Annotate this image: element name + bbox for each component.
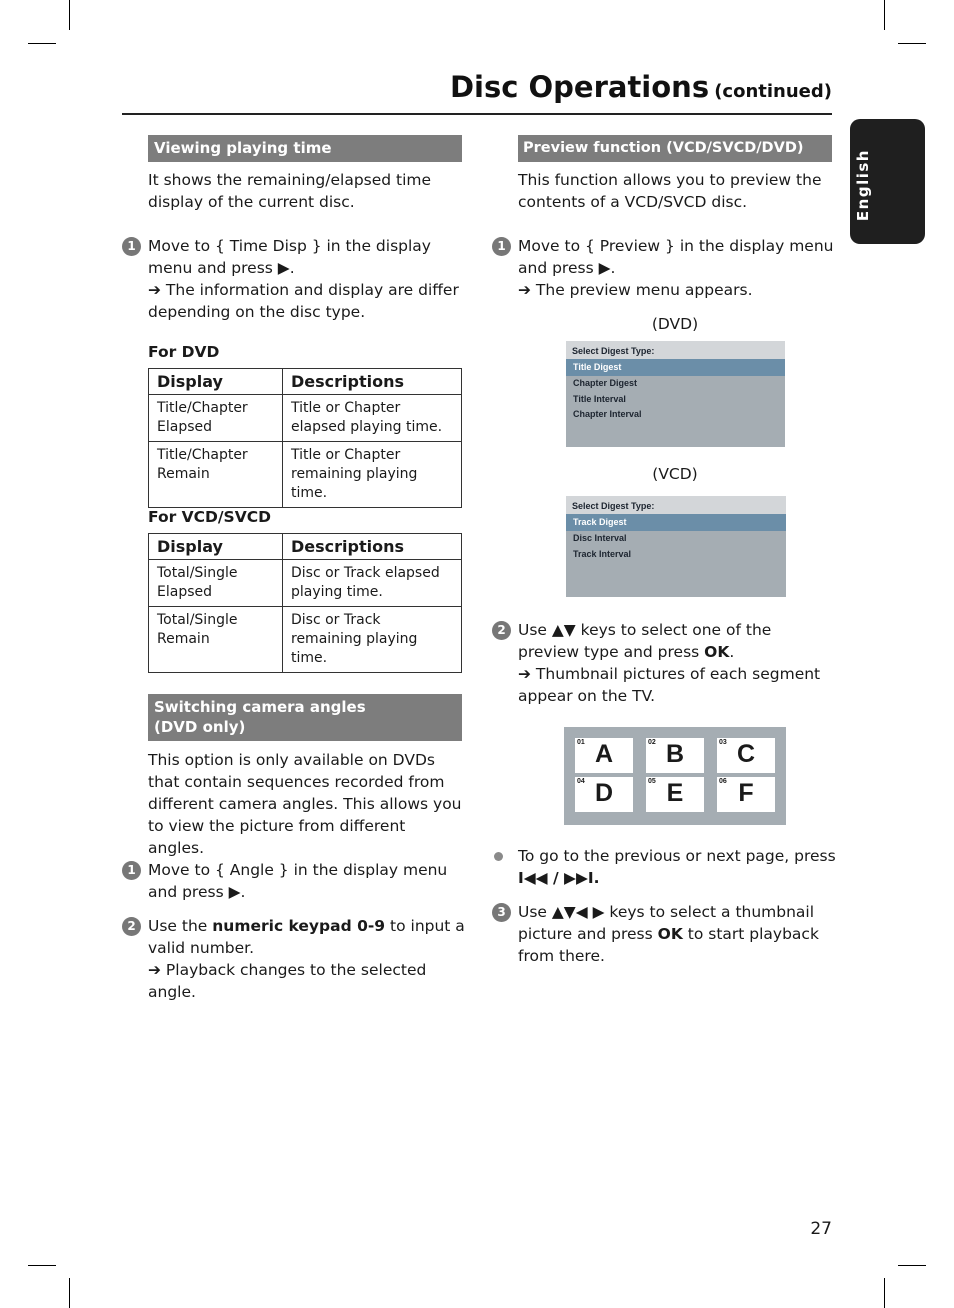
thumbnail-letter: A	[594, 740, 614, 768]
step-number: 1	[492, 237, 511, 256]
vcd-menu-label: (VCD)	[652, 465, 698, 483]
digest-menu-item[interactable]: Track Digest	[566, 514, 786, 531]
language-tab-label: English	[854, 149, 872, 222]
thumbnail-letter: B	[665, 740, 685, 768]
dvd-display-table	[148, 368, 462, 508]
thumbnail-grid	[564, 727, 786, 825]
section-heading-camera-angles	[148, 694, 462, 741]
digest-menu-item[interactable]: Title Interval	[573, 393, 626, 404]
camera-angles-heading-line2: (DVD only)	[154, 718, 246, 736]
crop-mark	[884, 1278, 885, 1308]
preview-step2-post: .	[729, 643, 735, 661]
step-number: 3	[492, 903, 511, 922]
table-cell-description: Disc or Track remaining playing time.	[283, 607, 462, 673]
table-cell-description: Title or Chapter elapsed playing time.	[283, 395, 462, 442]
crop-mark	[884, 0, 885, 30]
viewing-step1-text: Move to { Time Disp } in the display menu and press ▶.	[148, 237, 431, 277]
preview-step3-post: to start playback from there.	[518, 925, 819, 965]
for-vcd-heading: For VCD/SVCD	[148, 508, 271, 526]
preview-step1-result: ➔ The preview menu appears.	[518, 281, 753, 299]
viewing-step1	[148, 235, 466, 323]
prev-next-keys: I◀◀ / ▶▶I.	[518, 869, 600, 887]
preview-step3-pre: Use ▲▼◀ ▶ keys to select a thumbnail picture and press	[518, 903, 815, 943]
table-header-display: Display	[149, 369, 283, 395]
crop-mark	[69, 0, 70, 30]
section-heading-preview: Preview function (VCD/SVCD/DVD)	[518, 135, 832, 162]
thumbnail[interactable]	[717, 777, 775, 812]
thumbnail-letter: D	[594, 779, 614, 807]
thumbnail[interactable]	[575, 738, 633, 773]
digest-menu-item[interactable]: Title Digest	[566, 359, 785, 376]
thumbnail-number: 02	[648, 739, 656, 746]
crop-mark	[898, 1265, 926, 1266]
digest-menu-title: Select Digest Type:	[566, 496, 786, 514]
ok-key-label: OK	[657, 925, 683, 943]
table-cell-display: Total/Single Elapsed	[149, 560, 283, 607]
table-cell-description: Title or Chapter remaining playing time.	[283, 442, 462, 508]
for-dvd-heading: For DVD	[148, 343, 220, 361]
preview-step2-pre: Use ▲▼ keys to select one of the preview type and press	[518, 621, 772, 661]
table-row	[149, 607, 462, 673]
thumbnail[interactable]	[717, 738, 775, 773]
table-header-descriptions: Descriptions	[283, 369, 462, 395]
preview-step2-text	[518, 619, 836, 663]
table-cell-display: Title/Chapter Elapsed	[149, 395, 283, 442]
dvd-menu-label: (DVD)	[651, 315, 699, 333]
crop-mark	[898, 43, 926, 44]
page-number: 27	[810, 1219, 832, 1239]
thumbnail[interactable]	[575, 777, 633, 812]
preview-intro: This function allows you to preview the contents of a VCD/SVCD disc.	[518, 171, 822, 211]
digest-menu-item[interactable]: Chapter Interval	[573, 409, 642, 419]
step-number: 2	[492, 621, 511, 640]
language-tab	[850, 119, 925, 244]
thumbnail-letter: E	[666, 779, 684, 807]
preview-step2-result: ➔ Thumbnail pictures of each segment appear on the TV.	[518, 665, 821, 705]
page-title	[122, 70, 832, 114]
thumbnail-number: 03	[719, 739, 727, 746]
dvd-digest-menu	[566, 341, 785, 447]
thumbnail-number: 06	[719, 778, 727, 785]
table-cell-display: Title/Chapter Remain	[149, 442, 283, 508]
title-rule	[122, 113, 832, 115]
viewing-intro: It shows the remaining/elapsed time display of the current disc.	[148, 171, 432, 211]
bullet-icon	[494, 852, 503, 861]
table-header-display: Display	[149, 534, 283, 560]
preview-step1-text: Move to { Preview } in the display menu and press ▶.	[518, 237, 834, 277]
preview-step1	[518, 235, 836, 301]
crop-mark	[28, 1265, 56, 1266]
angles-intro: This option is only available on DVDs that contain sequences recorded from different camera angles. This allows you to view the picture from different angles.	[148, 751, 462, 857]
ok-key-label: OK	[704, 643, 730, 661]
table-cell-description: Disc or Track elapsed playing time.	[283, 560, 462, 607]
angles-step1: Move to { Angle } in the display menu and press ▶.	[148, 861, 448, 901]
table-header-descriptions: Descriptions	[283, 534, 462, 560]
thumbnail-letter: F	[738, 779, 754, 807]
step-number: 1	[122, 237, 141, 256]
thumbnail-letter: C	[736, 740, 756, 768]
table-row	[149, 442, 462, 508]
title-continued: (continued)	[714, 81, 832, 102]
angles-step2-post: to input a valid number.	[148, 917, 465, 957]
title-main: Disc Operations	[449, 70, 710, 104]
digest-menu-item[interactable]: Chapter Digest	[573, 378, 638, 388]
step-number: 1	[122, 861, 141, 880]
thumbnail[interactable]	[646, 777, 704, 812]
camera-angles-heading-line1: Switching camera angles	[154, 698, 366, 716]
vcd-digest-menu	[566, 496, 786, 597]
section-heading-viewing-time: Viewing playing time	[148, 135, 462, 162]
thumbnail-number: 05	[648, 778, 656, 785]
viewing-step1-result: ➔ The information and display are differ depending on the disc type.	[148, 281, 459, 321]
step-number: 2	[122, 917, 141, 936]
digest-menu-title: Select Digest Type:	[566, 341, 785, 359]
crop-mark	[28, 43, 56, 44]
table-row	[149, 560, 462, 607]
table-row	[149, 395, 462, 442]
angles-step2-result: ➔ Playback changes to the selected angle.	[148, 961, 427, 1001]
angles-step2-pre: Use the	[148, 917, 213, 935]
thumbnail[interactable]	[646, 738, 704, 773]
page-nav-note	[518, 845, 838, 889]
digest-menu-item[interactable]: Track Interval	[573, 548, 632, 559]
digest-menu-item[interactable]: Disc Interval	[573, 533, 627, 543]
vcd-display-table	[148, 533, 462, 673]
table-cell-display: Total/Single Remain	[149, 607, 283, 673]
angles-step2-keypad: numeric keypad 0-9	[212, 917, 386, 935]
angles-step2	[148, 915, 466, 1003]
thumbnail-number: 01	[577, 739, 585, 746]
preview-step2	[518, 619, 836, 707]
thumbnail-number: 04	[577, 778, 585, 785]
angles-step2-text	[148, 915, 466, 959]
preview-step3	[518, 901, 836, 967]
page-nav-note-text: To go to the previous or next page, press	[518, 847, 836, 865]
crop-mark	[69, 1278, 70, 1308]
